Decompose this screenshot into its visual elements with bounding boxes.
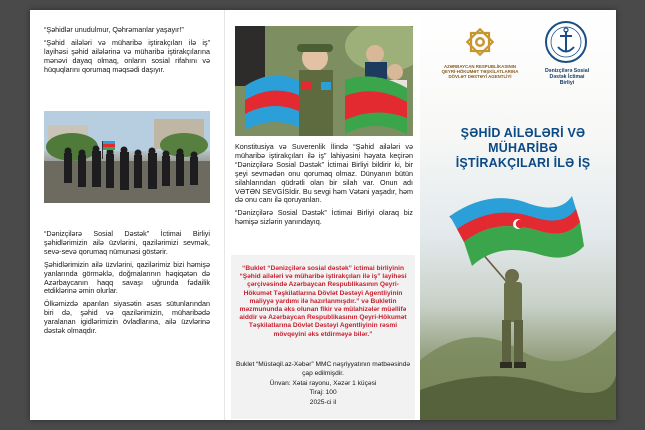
anchor-logo-icon xyxy=(544,20,588,64)
agency-star-logo-icon xyxy=(462,24,498,60)
union-caption: Dənizçilərə Sosial Dəstək İctimai Birliyi xyxy=(544,68,590,86)
march-photo xyxy=(44,111,210,203)
brochure-sheet xyxy=(30,10,616,420)
children-flag-photo xyxy=(235,26,413,136)
middle-paragraph-1: Konstitusiya və Suverenlik İlində “Şəhid ailələri və müharibə iştirakçıları ilə iş” lahiyəsini həyata keçirən “Dənizçilərə Sosial Dəstək” İctimai Birliyi bildirir ki, bir şeyi sevmədən onu qorumaq olmaz. Dünyanın bütün silahlarından qüdrətli olan bir silah var. Onun adı VƏTƏN SEVGİSİdir. Bu sevgi həm Vətəni yaşadır, həm də onu canı ilə qoruyanları. xyxy=(235,142,413,205)
panel-middle xyxy=(224,10,421,420)
children-photo-illustration xyxy=(235,26,413,136)
middle-text xyxy=(235,143,413,231)
publication-info xyxy=(235,360,411,407)
print-run: Tiraj: 100 xyxy=(309,389,337,397)
body-paragraph-1: “Dənizçilərə Sosial Dəstək” İctimai Birliyi şəhidlərimizin ailə üzvlərini, qazilərimizi sevmək, sevə-sevə qorumaq nümunəsi göstərir. xyxy=(44,229,210,256)
funding-disclaimer: “Buklet “Dənizçilərə sosial dəstək” ictimai birliyinin “Şəhid ailələri və müharibə iştirakçıları ilə iş” layihəsi çərçivəsində Azərbaycan Respublikasının Qeyri-Hökumət Təşkilatlarına Dövlət Dəstəyi Agentliyinin maliyyə yardımı ilə hazırlanmışdır.” və Bukletin məzmununda əks olunan fikir və mülahizələr müəllifə aiddir və Azərbaycan Respublikasının Qeyri-Hökumət Təşkilatlarına Dövlət Dəstəyi Agentliyinin rəsmi mövqeyini əks etdirməyə bilər.” xyxy=(239,265,407,338)
body-paragraph-2: Şəhidlərimizin ailə üzvlərini, qazilərimiz bizi həmişə yanlarında görməklə, doğmalarının həqiqətən də Azərbaycanın haqq savaşı uğrunda fədailik etdiklərinə əmin olurlar. xyxy=(44,259,210,296)
panel-cover xyxy=(420,10,616,420)
printer-info: Buklet “Müstəqil.az-Xəbər” MMC nəşriyyatının mətbəəsində çap edilmişdir. xyxy=(235,361,411,378)
cover-title-line-1: ŞƏHİD AİLƏLƏRİ VƏ MÜHARİBƏ xyxy=(460,126,586,155)
cover-title-line-2: İŞTİRAKÇILARI İLƏ İŞ xyxy=(455,156,591,170)
march-photo-illustration xyxy=(44,111,210,203)
project-description: “Şəhid ailələri və müharibə iştirakçıları ilə iş” layihəsi şəhid ailələrinə və müharibə iştirakçılarına mənəvi dayaq olmaq, onların sosial rifahını və hüquqlarını qorumaq məqsədi daşıyır. xyxy=(44,37,210,74)
body-text xyxy=(44,230,210,340)
agency-caption: AZƏRBAYCAN RESPUBLİKASININ QEYRİ-HÖKUMƏT TƏŞKİLATLARINA DÖVLƏT DƏSTƏYİ AGENTLİYİ xyxy=(441,64,519,80)
publication-year: 2025-ci il xyxy=(309,398,337,406)
intro-text xyxy=(44,26,210,79)
address-info: Ünvan: Xətai rayonu, Xəzər 1 küçəsi xyxy=(269,379,377,387)
slogan: “Şəhidlər unudulmur, Qəhrəmanlar yaşayır!” xyxy=(44,25,184,34)
soldier-flag-illustration xyxy=(420,160,616,420)
body-paragraph-3: Ölkəmizdə aparılan siyasətin əsas sütunlarından biri də, şəhid və qazilərimizin, müharibədə yaralanan igidlərimizin övladlarına, ailə üzvlərinə dəstək olmaqdır. xyxy=(44,299,210,336)
middle-paragraph-2: “Dənizçilərə Sosial Dəstək” İctimai Birliyi olaraq biz həmişə sizlərin yanındayıq. xyxy=(235,208,413,227)
panel-left xyxy=(30,10,224,420)
